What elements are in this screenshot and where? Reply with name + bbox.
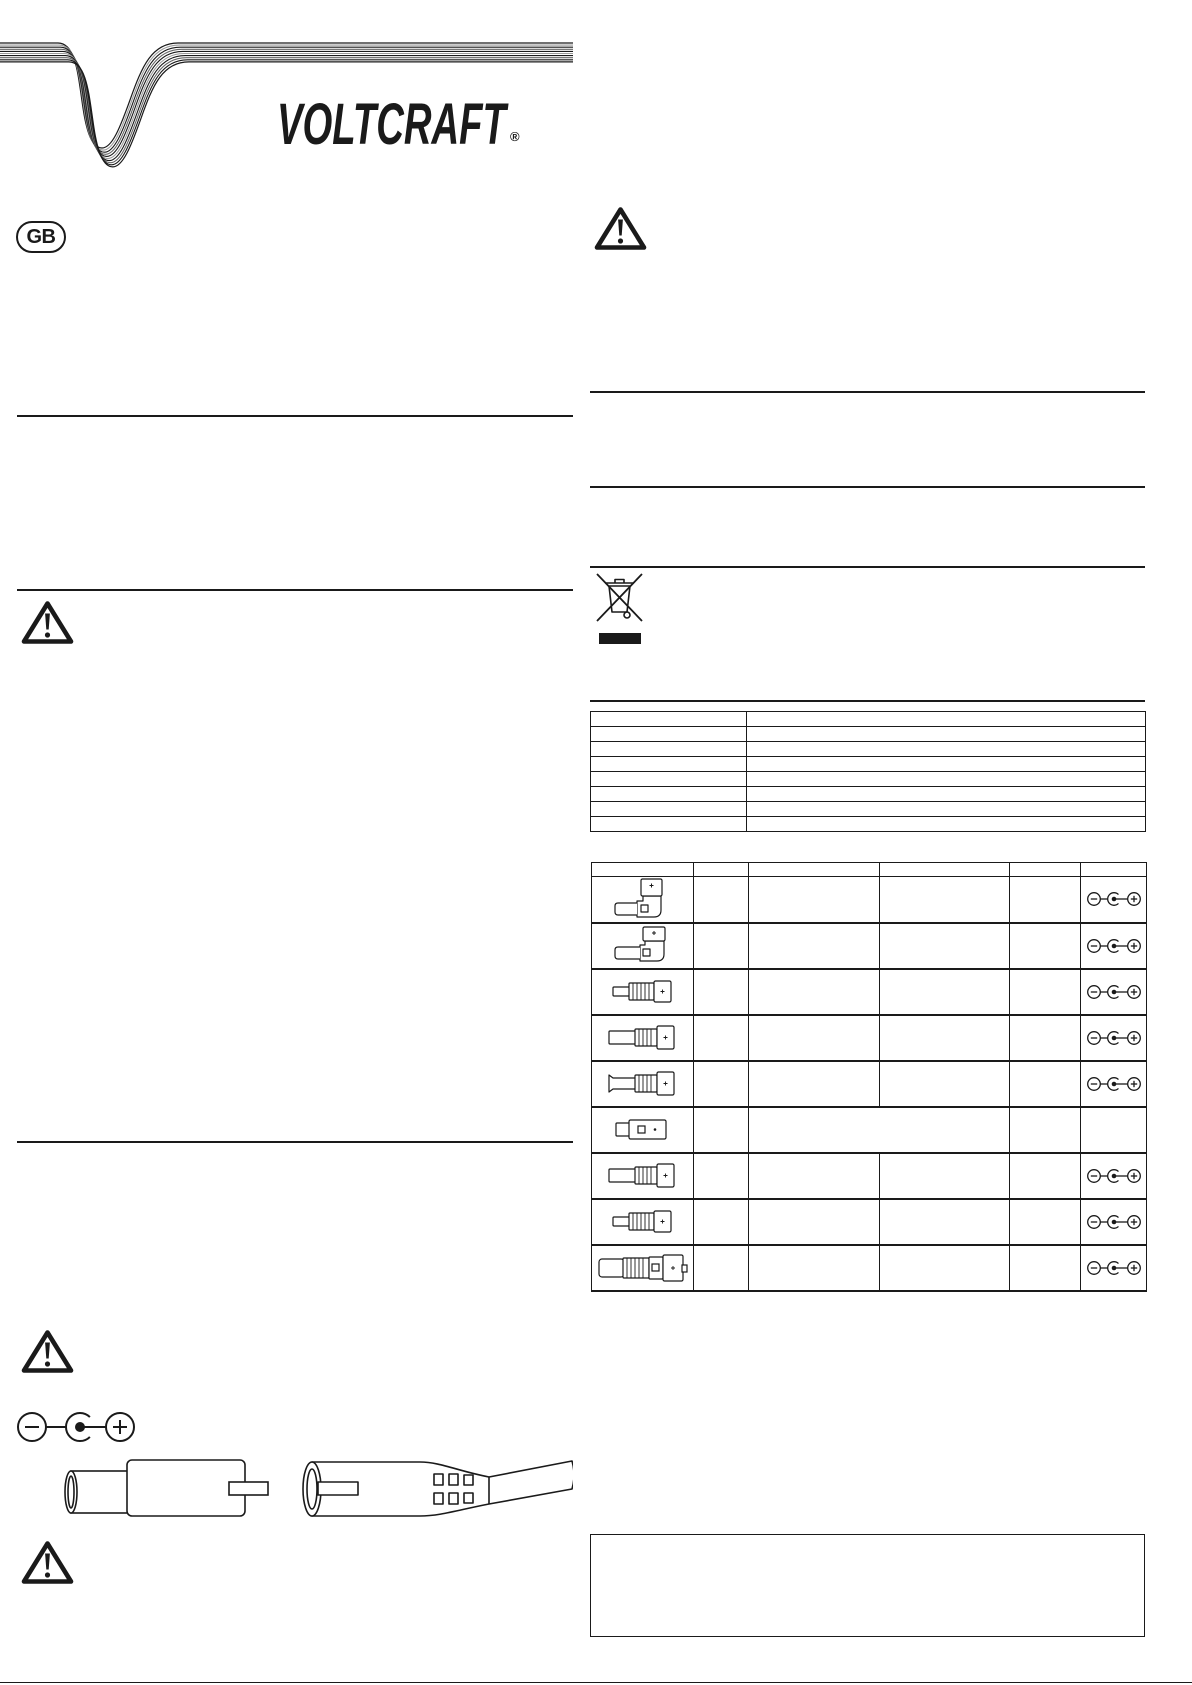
table-cell	[747, 757, 1146, 772]
polarity-cell	[1081, 969, 1147, 1015]
header-cell	[749, 863, 880, 877]
table-cell	[880, 1015, 1010, 1061]
plug-cell	[592, 1015, 694, 1061]
table-cell	[880, 1061, 1010, 1107]
table-cell	[1010, 1153, 1081, 1199]
table-cell	[591, 772, 747, 787]
header-cell	[880, 863, 1010, 877]
table-cell	[1010, 1061, 1081, 1107]
center-positive-polarity-icon	[1086, 1030, 1142, 1046]
table-cell	[747, 772, 1146, 787]
dc-plug-icon	[65, 1460, 268, 1516]
flared-plug-icon	[593, 1062, 693, 1106]
imprint-box	[590, 1534, 1145, 1637]
warning-triangle-icon	[21, 600, 74, 645]
warning-triangle-icon	[594, 206, 647, 251]
table-row	[591, 772, 1146, 787]
center-positive-polarity-icon	[1086, 1168, 1142, 1184]
plug-cell	[592, 1245, 694, 1291]
table-cell	[749, 969, 880, 1015]
warning-triangle-icon	[21, 1329, 74, 1374]
merged-table-cell	[749, 1107, 1010, 1153]
square-plug-icon	[593, 1108, 693, 1152]
angled-plug-icon	[593, 877, 693, 921]
plug-cell	[592, 877, 694, 923]
table-cell	[591, 817, 747, 832]
center-positive-polarity-icon	[1086, 938, 1142, 954]
connector-table-row	[592, 1061, 1147, 1107]
table-cell	[747, 742, 1146, 757]
table-cell	[880, 923, 1010, 969]
section-divider	[17, 589, 573, 591]
table-cell	[749, 1015, 880, 1061]
table-cell	[880, 969, 1010, 1015]
center-positive-polarity-icon	[16, 1411, 136, 1443]
polarity-cell	[1081, 1061, 1147, 1107]
table-cell	[747, 712, 1146, 727]
center-positive-polarity-icon	[1086, 1214, 1142, 1230]
table-cell	[694, 877, 749, 923]
table-cell	[749, 877, 880, 923]
warning-triangle-icon	[21, 1540, 74, 1585]
connector-table	[591, 862, 1147, 1292]
straight-plug-icon	[593, 1200, 693, 1244]
table-cell	[749, 1061, 880, 1107]
table-cell	[880, 877, 1010, 923]
header-cell	[694, 863, 749, 877]
polarity-cell-empty	[1081, 1107, 1147, 1153]
table-row	[591, 802, 1146, 817]
table-cell	[1010, 969, 1081, 1015]
weee-black-bar	[599, 633, 641, 644]
connector-table-row	[592, 1199, 1147, 1245]
table-cell	[747, 787, 1146, 802]
table-cell	[591, 712, 747, 727]
header-cell	[1081, 863, 1147, 877]
table-cell	[694, 1153, 749, 1199]
table-cell	[880, 1199, 1010, 1245]
center-positive-polarity-icon	[1086, 1076, 1142, 1092]
long-plug-icon	[593, 1246, 693, 1290]
table-cell	[694, 1245, 749, 1291]
table-row	[591, 757, 1146, 772]
table-cell	[591, 787, 747, 802]
plug-cell	[592, 1061, 694, 1107]
dc-socket-cable-icon	[303, 1461, 573, 1516]
table-cell	[880, 1245, 1010, 1291]
section-divider	[590, 486, 1145, 488]
table-cell	[694, 1015, 749, 1061]
plug-cell	[592, 1107, 694, 1153]
plug-cell	[592, 969, 694, 1015]
center-positive-polarity-icon	[1086, 891, 1142, 907]
straight-plug-icon	[593, 1016, 693, 1060]
table-cell	[880, 1153, 1010, 1199]
table-cell	[1010, 1245, 1081, 1291]
straight-plug-icon	[593, 970, 693, 1014]
polarity-cell	[1081, 1153, 1147, 1199]
language-badge: GB	[16, 221, 66, 253]
polarity-cell	[1081, 1245, 1147, 1291]
connector-table-row	[592, 1153, 1147, 1199]
table-cell	[1010, 877, 1081, 923]
polarity-cell	[1081, 877, 1147, 923]
table-cell	[591, 727, 747, 742]
table-cell	[1010, 1015, 1081, 1061]
page-bottom-rule	[0, 1682, 1192, 1683]
table-row	[591, 727, 1146, 742]
brand-logo-text: VOLTCRAFT	[277, 92, 506, 157]
header-cell	[1010, 863, 1081, 877]
table-row	[591, 742, 1146, 757]
section-divider	[17, 415, 573, 417]
table-cell	[694, 923, 749, 969]
connector-table-row	[592, 1245, 1147, 1291]
table-cell	[1010, 1107, 1081, 1153]
straight-plug-icon	[593, 1154, 693, 1198]
table-cell	[591, 742, 747, 757]
plug-cell	[592, 1153, 694, 1199]
polarity-cell	[1081, 1199, 1147, 1245]
connector-table-header-row	[592, 863, 1147, 877]
table-cell	[747, 817, 1146, 832]
table-cell	[1010, 1199, 1081, 1245]
plug-cell	[592, 1199, 694, 1245]
table-row	[591, 787, 1146, 802]
table-row	[591, 817, 1146, 832]
section-divider	[590, 391, 1145, 393]
table-cell	[591, 802, 747, 817]
table-cell	[694, 1061, 749, 1107]
table-cell	[747, 727, 1146, 742]
table-row	[591, 712, 1146, 727]
table-cell	[749, 1199, 880, 1245]
connector-table-row	[592, 923, 1147, 969]
table-cell	[694, 1107, 749, 1153]
connector-table-row	[592, 969, 1147, 1015]
section-divider	[590, 700, 1145, 702]
polarity-cell	[1081, 923, 1147, 969]
crossed-out-wheelie-bin-icon	[594, 571, 645, 624]
table-cell	[591, 757, 747, 772]
header-cell	[592, 863, 694, 877]
polarity-cell	[1081, 1015, 1147, 1061]
technical-data-table	[590, 711, 1146, 832]
dc-plug-and-socket-icon	[0, 1440, 573, 1530]
section-divider	[17, 1141, 573, 1143]
center-positive-polarity-icon	[1086, 984, 1142, 1000]
table-cell	[694, 1199, 749, 1245]
table-cell	[749, 1153, 880, 1199]
table-cell	[1010, 923, 1081, 969]
table-cell	[747, 802, 1146, 817]
connector-table-row	[592, 1107, 1147, 1153]
table-cell	[749, 923, 880, 969]
section-divider	[590, 566, 1145, 568]
table-cell	[749, 1245, 880, 1291]
registered-mark: ®	[510, 129, 520, 144]
connector-table-row	[592, 1015, 1147, 1061]
plug-cell	[592, 923, 694, 969]
center-positive-polarity-icon	[1086, 1260, 1142, 1276]
table-cell	[694, 969, 749, 1015]
angled-plug-icon	[593, 924, 693, 968]
connector-table-row	[592, 877, 1147, 923]
